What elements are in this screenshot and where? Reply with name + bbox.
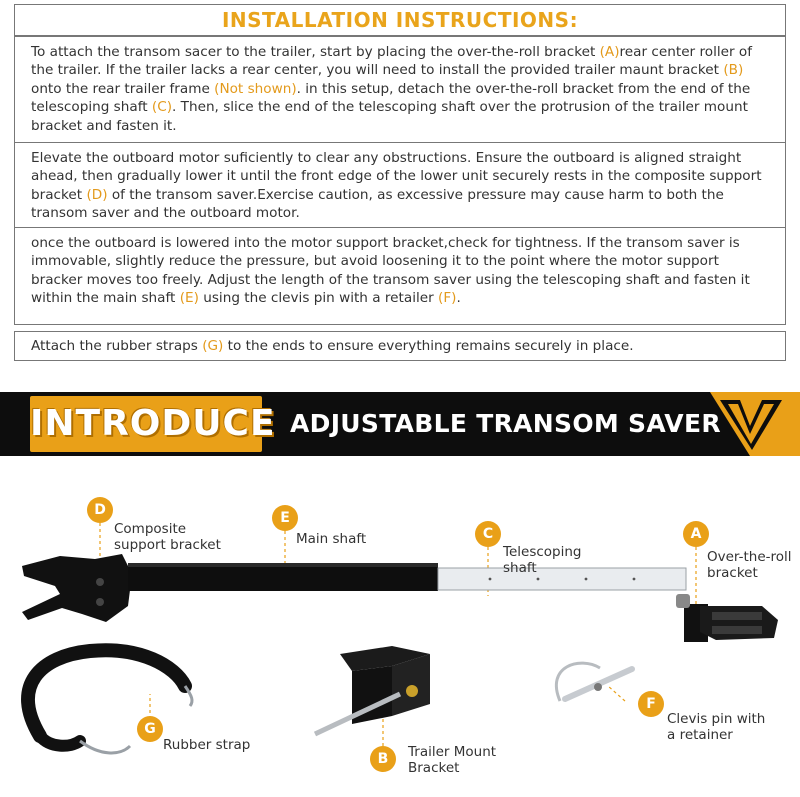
marker-a: A [683,521,709,547]
part-reference: (F) [438,290,457,307]
instruction-step-1 [14,36,786,143]
label-over-the-roll-line1: Over-the-roll [707,549,792,565]
part-reference: (A) [599,44,620,60]
instruction-text: rear center roller of the trailer. If the trailer lacks a rear center, you will need to install the provided trailer maunt bracket [31,44,753,79]
instruction-text: of the transom saver.Exercise caution, as excessive pressure may cause harm to both the transom saver and the outboard motor. [31,186,724,222]
chevron-down-icon [690,392,800,456]
instruction-text: . Then, slice the end of the telescoping shaft over the protrusion of the trailer mount bracket and fasten it. [31,99,748,134]
label-trailer-mount-line2: Bracket [408,760,460,776]
label-main-shaft: Main shaft [296,531,367,547]
introduce-label: INTRODUCE [30,403,276,444]
product-parts-illustration [0,456,800,797]
label-composite-line1: Composite [114,521,187,537]
instruction-step-2 [14,143,786,228]
instruction-text: using the clevis pin with a retailer [198,290,439,307]
label-clevis-line1: Clevis pin with [667,711,766,727]
part-reference: (G) [202,338,224,354]
instruction-step-4 [14,331,786,361]
label-telescoping-line1: Telescoping [503,544,582,560]
main-shaft [128,563,438,591]
marker-c: C [475,521,501,547]
instructions-title: INSTALLATION INSTRUCTIONS: [221,8,579,32]
label-rubber-strap: Rubber strap [163,737,251,753]
marker-g: G [137,716,163,742]
label-composite-line2: support bracket [114,537,221,553]
instruction-text: To attach the transom sacer to the trailer, start by placing the over-the-roll bracket [31,44,600,60]
label-telescoping-line2: shaft [503,560,537,576]
marker-e: E [272,505,298,531]
instructions-title-bar [14,4,786,36]
telescoping-shaft [438,568,686,590]
product-name: ADJUSTABLE TRANSOM SAVER [290,409,721,438]
part-reference: (C) [151,99,173,116]
marker-d: D [87,497,113,523]
instruction-text: onto the rear trailer frame [31,80,215,97]
label-over-the-roll-line2: bracket [707,565,758,581]
instruction-text: Attach the rubber straps [31,338,203,354]
instruction-text: . in this setup, detach the over-the-roll bracket from the end of the telescoping shaft [31,80,751,116]
instruction-step-3 [14,228,786,325]
marker-b: B [370,746,396,772]
instruction-text: to the ends to ensure everything remains securely in place. [223,338,634,354]
part-reference: (E) [179,290,199,307]
marker-f: F [638,691,664,717]
instruction-text: . [456,290,461,307]
part-reference: (D) [86,186,108,203]
instruction-text: once the outboard is lowered into the motor support bracket,check for tightness. If the transom saver is immovable, slightly reduce the pressure, but avoid loosening it to the point where the motor support bracker moves too freely. Adjust the length of the transom saver using the telescoping shaft and fasten it within the main shaft [31,235,750,307]
label-clevis-line2: a retainer [667,727,733,743]
label-trailer-mount-line1: Trailer Mount [408,744,497,760]
instruction-text: Elevate the outboard motor suficiently to clear any obstructions. Ensure the outboard is aligned straight ahead, then gradually lower it until the front edge of the lower unit securely rests in the composite support bracket [31,150,762,203]
part-reference: (B) [723,62,744,79]
part-reference: (Not shown) [214,80,297,97]
